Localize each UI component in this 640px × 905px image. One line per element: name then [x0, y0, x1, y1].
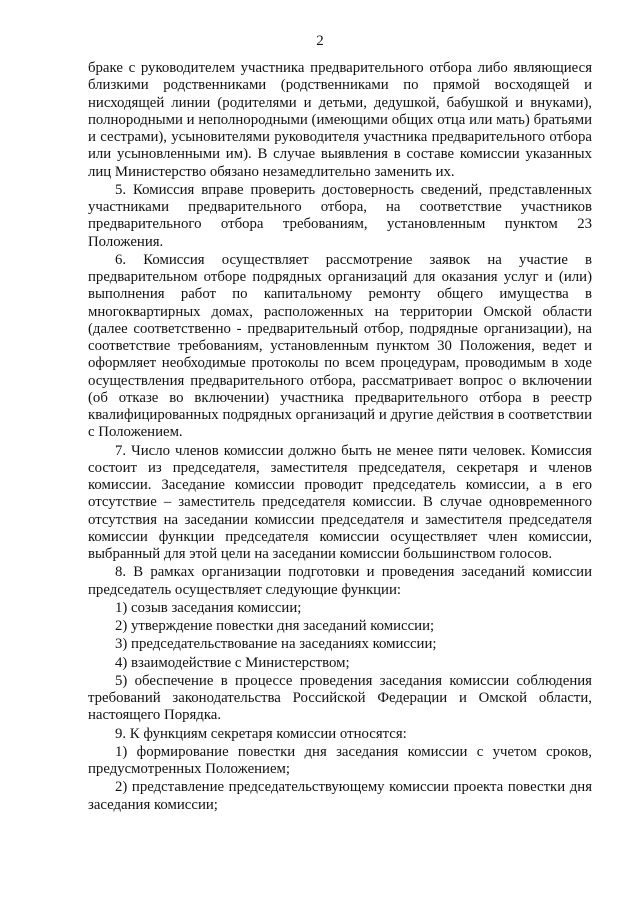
list-item-9-1: 1) формирование повестки дня заседания комиссии с учетом сроков, предусмотренных Положением; — [88, 743, 592, 777]
list-item-9-2: 2) представление председательствующему комиссии проекта повестки дня заседания комиссии; — [88, 779, 592, 813]
list-item-8-1: 1) созыв заседания комиссии; — [115, 599, 302, 616]
paragraph-item-7: 7. Число членов комиссии должно быть не менее пяти человек. Комиссия состоит из председателя, заместителя председателя, секретаря и членов комиссии. Заседание комиссии проводит председатель комиссии, а в его отсутствие – заместитель председателя комиссии. В случае одновременного отсутствия на заседании комиссии председателя и заместителя председателя комиссии функции председателя комиссии осуществляет член комиссии, выбранный для этой цели на заседании комиссии большинством голосов. — [88, 442, 592, 562]
paragraph-item-5: 5. Комиссия вправе проверить достоверность сведений, представленных участниками предварительного отбора, на соответствие участников предварительного отбора требованиям, установленным пунктом 23 Положения. — [88, 181, 592, 250]
paragraph-continuation: браке с руководителем участника предварительного отбора либо являющиеся близкими родственниками (родственниками по прямой восходящей и нисходящей линии (родителями и детьми, дедушкой, бабушкой и внуками), полнородными и неполнородными (имеющими общих отца или мать) братьями и сестрами), усыновителями руководителя участника предварительного отбора или усыновленными им). В случае выявления в составе комиссии указанных лиц Министерство обязано незамедлительно заменить их. — [88, 60, 592, 180]
document-body — [88, 60, 592, 814]
paragraph-item-8: 8. В рамках организации подготовки и проведения заседаний комиссии председатель осуществляет следующие функции: — [88, 564, 592, 598]
paragraph-item-9: 9. К функциям секретаря комиссии относятся: — [115, 725, 407, 742]
paragraph-item-6: 6. Комиссия осуществляет рассмотрение заявок на участие в предварительном отборе подрядных организаций для оказания услуг и (или) выполнения работ по капитальному ремонту общего имущества в многоквартирных домах, расположенных на территории Омской области (далее соответственно - предварительный отбор, подрядные организации), на соответствие требованиям, установленным пунктом 30 Положения, ведет и оформляет необходимые протоколы по всем процедурам, проводимым в ходе осуществления предварительного отбора, рассматривает вопрос о включении (об отказе во включении) участника предварительного отбора в реестр квалифицированных подрядных организаций и другие действия в соответствии с Положением. — [88, 251, 592, 441]
list-item-8-5: 5) обеспечение в процессе проведения заседания комиссии соблюдения требований законодательства Российской Федерации и Омской области, настоящего Порядка. — [88, 672, 592, 724]
page-number: 2 — [316, 33, 324, 49]
list-item-8-2: 2) утверждение повестки дня заседаний комиссии; — [115, 618, 435, 634]
list-item-8-3: 3) председательствование на заседаниях комиссии; — [115, 636, 437, 653]
list-item-8-4: 4) взаимодействие с Министерством; — [115, 654, 350, 671]
